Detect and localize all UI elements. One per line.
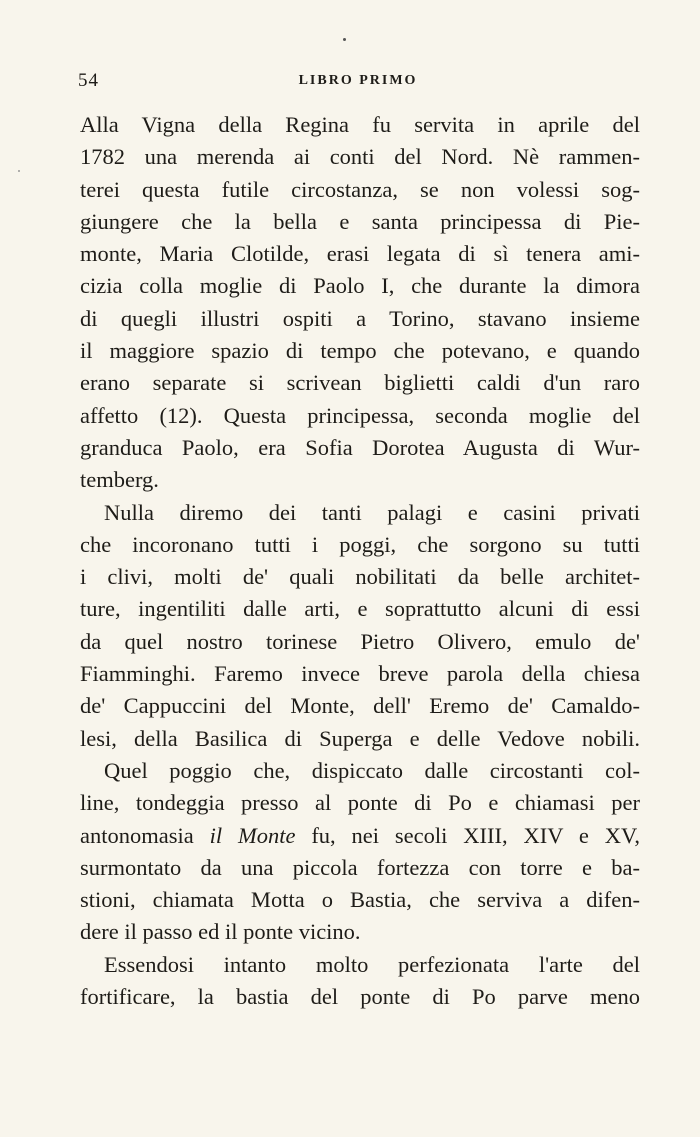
text-line: lesi, della Basilica di Superga e delle Vedove nobili. [80,725,640,751]
text-line: il maggiore spazio di tempo che potevano, e quando [80,338,640,364]
text-line: ture, ingentiliti dalle arti, e soprattutto alcuni di essi [80,596,640,622]
text-line: i clivi, molti de' quali nobilitati da belle architet- [80,564,640,590]
text-line: Alla Vigna della Regina fu servita in aprile del [80,112,640,137]
text-line: 1782 una merenda ai conti del Nord. Nè rammen- [80,144,640,170]
body-text [80,109,640,1013]
text-line: monte, Maria Clotilde, erasi legata di sì tenera ami- [80,241,640,267]
text-line: terei questa futile circostanza, se non volessi sog- [80,176,640,202]
text-run: fu, nei secoli XIII, XIV e XV, [295,822,640,848]
text-line: cizia colla moglie di Paolo I, che durante la dimora [80,273,640,299]
text-line: da quel nostro torinese Pietro Olivero, emulo de' [80,628,640,654]
text-line: de' Cappuccini del Monte, dell' Eremo de' Camaldo- [80,693,640,719]
page-number: 54 [78,70,99,91]
text-line: erano separate si scrivean biglietti caldi d'un raro [80,370,640,396]
text-line: line, tondeggia presso al ponte di Po e chiamasi per [80,790,640,816]
text-line: Quel poggio che, dispiccato dalle circostanti col- [104,757,640,783]
text-line: che incoronano tutti i poggi, che sorgono su tutti [80,531,640,557]
text-line: affetto (12). Questa principessa, seconda moglie del [80,402,640,428]
text-line: stioni, chiamata Motta o Bastia, che serviva a difen- [80,887,640,913]
italic-term: il Monte [209,822,296,848]
text-line: dere il passo ed il ponte vicino. [80,919,361,945]
print-speck [18,170,20,172]
text-line: giungere che la bella e santa principessa di Pie- [80,208,640,234]
text-run: antonomasia [80,822,210,848]
page-header [78,70,638,94]
running-title: LIBRO PRIMO [298,73,418,88]
text-line: fortificare, la bastia del ponte di Po parve meno [80,984,640,1010]
text-line: Nulla diremo dei tanti palagi e casini privati [104,499,640,525]
text-line: temberg. [80,467,159,493]
text-line: Fiamminghi. Faremo invece breve parola della chiesa [80,661,640,687]
text-line-with-italic [80,820,640,852]
text-line: surmontato da una piccola fortezza con torre e ba- [80,854,640,880]
print-speck [343,38,346,41]
text-line: granduca Paolo, era Sofia Dorotea Augusta di Wur- [80,434,640,460]
text-line: di quegli illustri ospiti a Torino, stavano insieme [80,305,640,331]
text-line: Essendosi intanto molto perfezionata l'arte del [104,951,640,977]
